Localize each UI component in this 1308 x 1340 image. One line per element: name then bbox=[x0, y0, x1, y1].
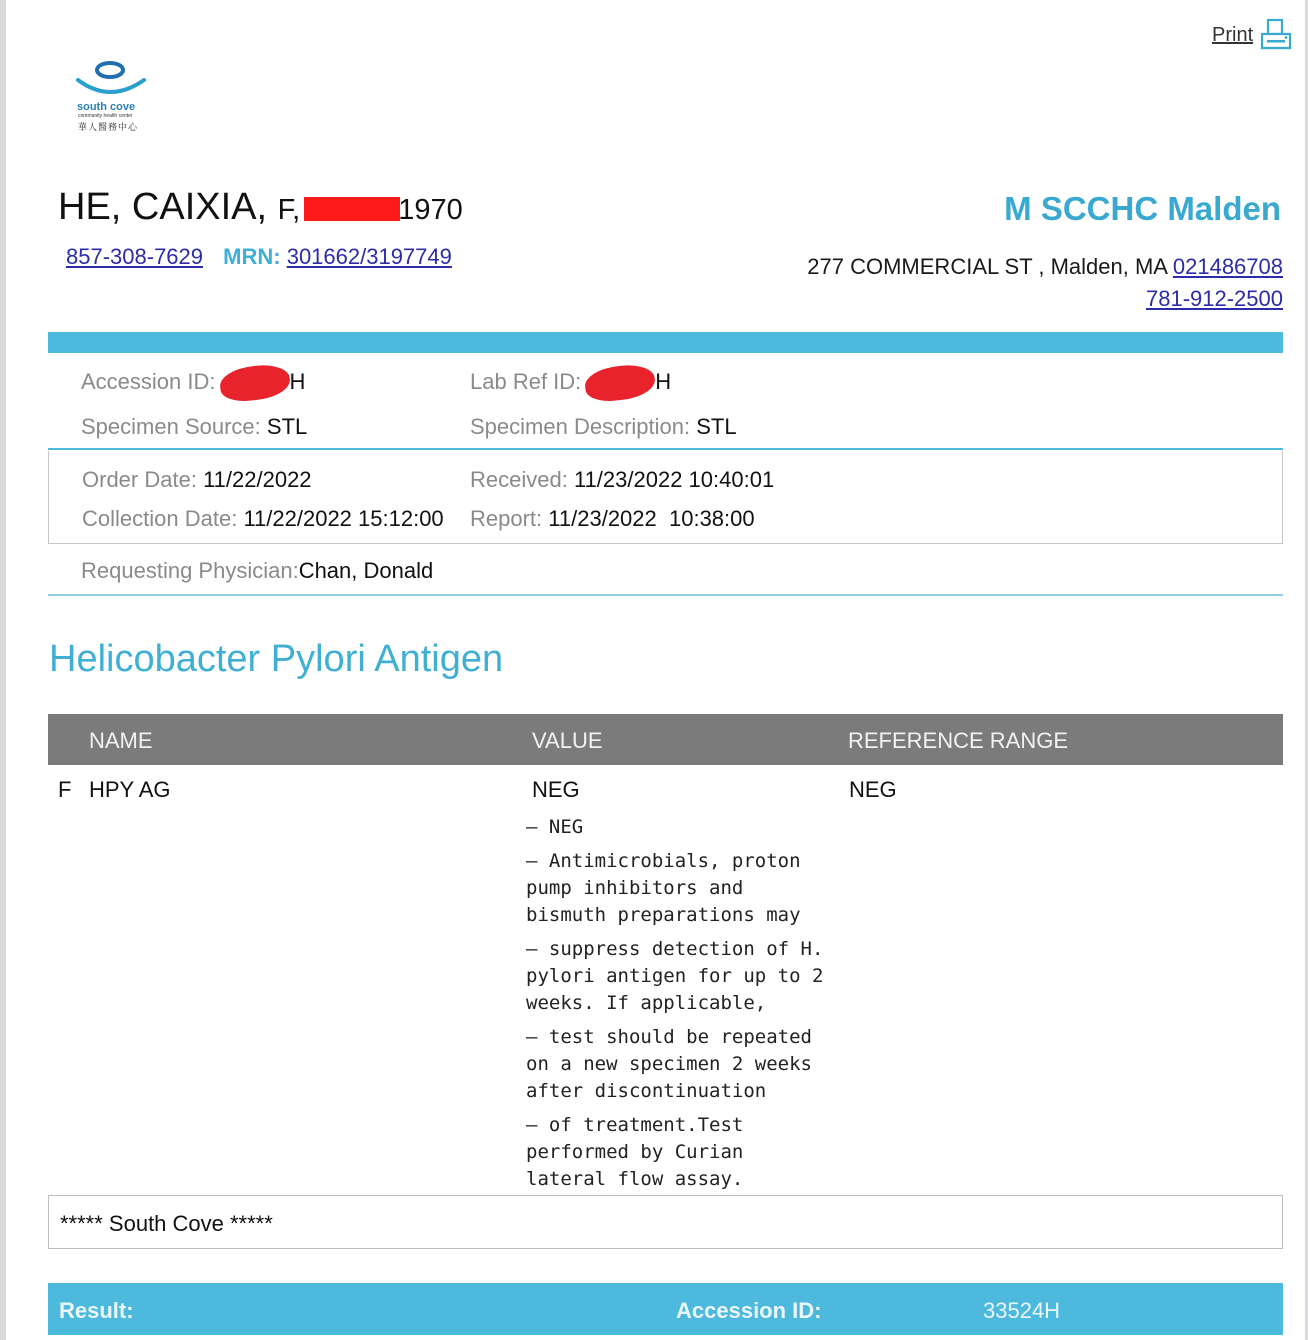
collection-date-label: Collection Date: bbox=[82, 506, 238, 531]
physician-name: Chan, Donald bbox=[298, 558, 434, 583]
accession-field bbox=[81, 366, 305, 400]
patient-name: HE, CAIXIA, bbox=[58, 186, 268, 228]
physician-divider bbox=[48, 594, 1283, 596]
footer-box bbox=[48, 1195, 1283, 1249]
specimen-description-label: Specimen Description: bbox=[470, 414, 691, 439]
result-accession-label: Accession ID: bbox=[676, 1298, 822, 1323]
report-label: Report: bbox=[470, 506, 543, 531]
accession-tail: H bbox=[289, 368, 306, 394]
row-test-name: HPY AG bbox=[89, 777, 171, 802]
logo-chinese: 華人醫務中心 bbox=[78, 122, 139, 132]
received-value: 11/23/2022 10:40:01 bbox=[573, 467, 775, 492]
note-line: – of treatment.Test performed by Curian lateral flow assay. bbox=[526, 1114, 744, 1190]
south-cove-logo bbox=[74, 58, 148, 138]
result-accession-value: 33524H bbox=[983, 1298, 1061, 1323]
row-reference: NEG bbox=[849, 777, 897, 802]
specimen-source-value: STL bbox=[266, 414, 308, 439]
patient-contact bbox=[66, 244, 452, 270]
specimen-description-field bbox=[470, 414, 737, 440]
labref-redaction bbox=[584, 362, 657, 403]
collection-date-value: 11/22/2022 15:12:00 bbox=[243, 506, 444, 531]
result-notes bbox=[526, 814, 846, 1200]
logo-mark-icon bbox=[74, 58, 148, 100]
left-frame-edge bbox=[0, 0, 6, 1340]
specimen-description-value: STL bbox=[696, 414, 737, 439]
clinic-zip-link[interactable]: 021486708 bbox=[1172, 254, 1283, 279]
accession-label: Accession ID: bbox=[81, 368, 216, 394]
note-line: – NEG bbox=[526, 816, 584, 838]
patient-dob: 1970 bbox=[398, 194, 463, 226]
specimen-source-label: Specimen Source: bbox=[81, 414, 261, 439]
report-value: 11/23/2022 10:38:00 bbox=[548, 506, 755, 531]
header-divider-bar bbox=[48, 332, 1283, 353]
order-date-value: 11/22/2022 bbox=[203, 467, 312, 492]
clinic-address bbox=[807, 254, 1283, 280]
header-value: VALUE bbox=[532, 728, 603, 753]
order-date-label: Order Date: bbox=[82, 467, 197, 492]
results-table-header bbox=[48, 714, 1283, 765]
received-label: Received: bbox=[470, 467, 568, 492]
printer-icon[interactable] bbox=[1259, 18, 1293, 52]
row-flag: F bbox=[58, 777, 72, 802]
order-date-field bbox=[82, 467, 312, 493]
patient-phone-link[interactable]: 857-308-7629 bbox=[66, 244, 204, 269]
report-field bbox=[470, 506, 755, 532]
labref-tail: H bbox=[655, 368, 672, 394]
header-reference: REFERENCE RANGE bbox=[848, 728, 1069, 753]
dob-redaction bbox=[304, 197, 400, 221]
labref-label: Lab Ref ID: bbox=[470, 368, 582, 394]
clinic-street: 277 COMMERCIAL ST , Malden, MA bbox=[807, 254, 1167, 279]
physician-field bbox=[81, 558, 433, 584]
collection-date-field bbox=[82, 506, 444, 532]
specimen-divider bbox=[48, 448, 1283, 450]
logo-subtitle: community health center bbox=[78, 113, 133, 119]
note-line: – Antimicrobials, proton pump inhibitors and bismuth preparations may bbox=[526, 850, 801, 926]
labref-field bbox=[470, 366, 671, 400]
clinic-phone-link[interactable]: 781-912-2500 bbox=[1145, 286, 1283, 311]
result-summary-bar bbox=[48, 1283, 1283, 1335]
test-title: Helicobacter Pylori Antigen bbox=[49, 638, 504, 680]
patient-sex: F, bbox=[277, 194, 301, 226]
physician-label: Requesting Physician: bbox=[81, 558, 299, 583]
mrn-label: MRN: bbox=[223, 244, 281, 269]
clinic-phone bbox=[1146, 286, 1283, 312]
clinic-name: M SCCHC Malden bbox=[1004, 190, 1281, 227]
footer-text: ***** South Cove ***** bbox=[60, 1211, 273, 1236]
result-label: Result: bbox=[59, 1298, 134, 1323]
mrn-link[interactable]: 301662/3197749 bbox=[286, 244, 452, 269]
received-field bbox=[470, 467, 774, 493]
print-button[interactable] bbox=[1212, 18, 1293, 52]
print-label[interactable]: Print bbox=[1212, 23, 1254, 46]
specimen-source-field bbox=[81, 414, 307, 440]
note-line: – test should be repeated on a new specimen 2 weeks after discontinuation bbox=[526, 1026, 812, 1102]
note-line: – suppress detection of H. pylori antigen for up to 2 weeks. If applicable, bbox=[526, 938, 824, 1014]
logo-name: south cove bbox=[77, 101, 136, 113]
patient-header bbox=[58, 186, 463, 229]
accession-redaction bbox=[218, 362, 291, 403]
row-value: NEG bbox=[532, 777, 580, 802]
header-name: NAME bbox=[89, 728, 153, 753]
